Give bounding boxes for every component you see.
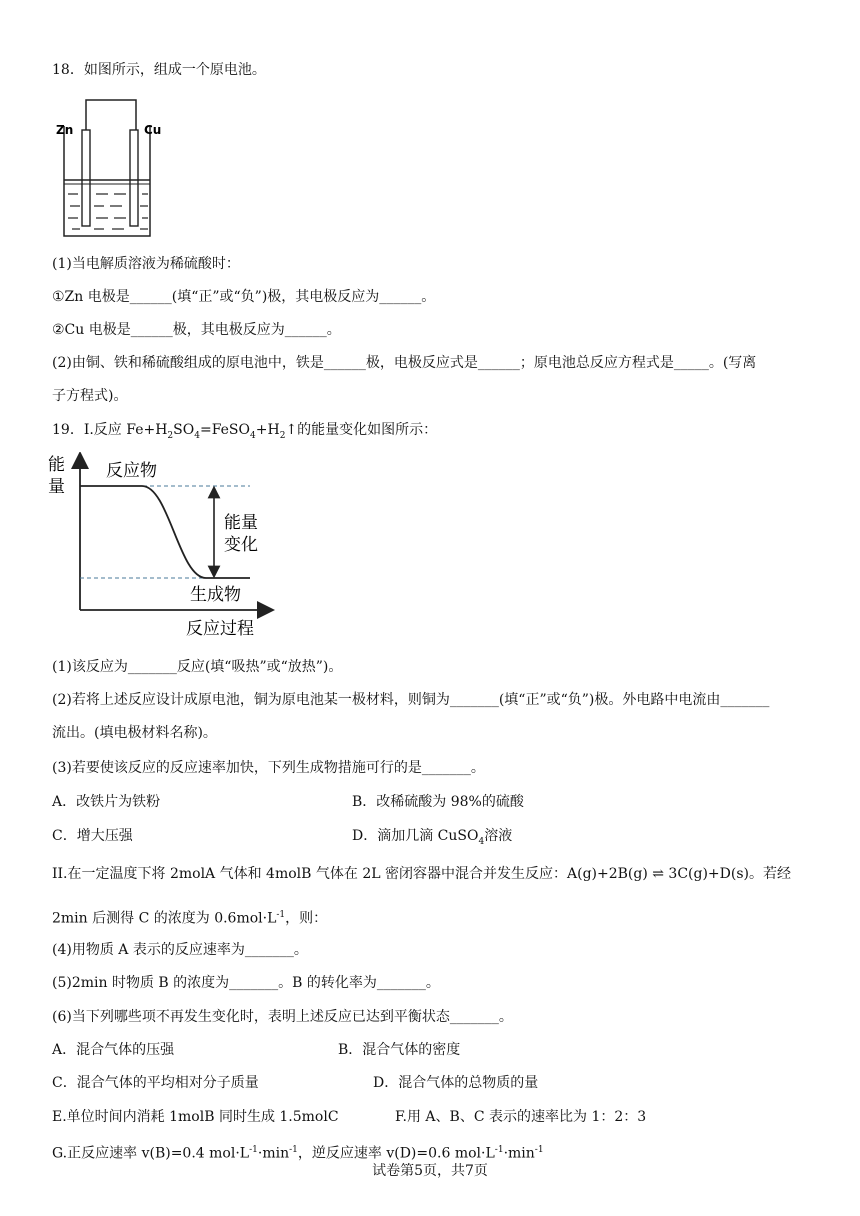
q19-part6: (6)当下列哪些项不再发生变化时，表明上述反应已达到平衡状态_______。	[52, 1009, 513, 1025]
y-axis-label-2: 量	[48, 477, 65, 497]
galvanic-cell-figure	[52, 96, 162, 241]
q18-part1: (1)当电解质溶液为稀硫酸时：	[52, 256, 240, 272]
energy-change-label-2: 变化	[224, 535, 258, 555]
q19-part5: (5)2min 时物质 B 的浓度为_______。B 的转化率为_______。	[52, 975, 440, 991]
q19-part2a: (2)若将上述反应设计成原电池，铜为原电池某一极材料，则铜为_______(填“正”或“负”)极。外电路中电流由_______	[52, 692, 770, 708]
q19-p6-option-c: C．混合气体的平均相对分子质量	[52, 1075, 259, 1091]
q19-p6-option-e: E.单位时间内消耗 1molB 同时生成 1.5molC	[52, 1109, 339, 1125]
q19-part1: (1)该反应为_______反应(填“吸热”或“放热”)。	[52, 659, 343, 675]
energy-change-label-1: 能量	[224, 513, 258, 533]
q19-part4: (4)用物质 A 表示的反应速率为_______。	[52, 942, 308, 958]
q19-p3-option-a: A．改铁片为铁粉	[52, 794, 161, 810]
q19-part2b: 流出。(填电极材料名称)。	[52, 725, 217, 741]
q18-part1b: ②Cu 电极是______极，其电极反应为______。	[52, 322, 341, 338]
q18-part2b: 子方程式)。	[52, 388, 128, 404]
q18-part2a: (2)由铜、铁和稀硫酸组成的原电池中，铁是______极，电极反应式是______；原电池总反应方程式是_____。(写离	[52, 355, 757, 371]
q19-part2-intro-b: 2min 后测得 C 的浓度为 $0.6mol\cdot L^{-1}$，则：	[52, 910, 328, 927]
reactant-label: 反应物	[106, 461, 157, 481]
q18-part1a: ①Zn 电极是______(填“正”或“负”)极，其电极反应为______。	[52, 289, 436, 305]
product-label: 生成物	[190, 585, 241, 605]
y-axis-label-1: 能	[48, 455, 65, 475]
q19-title: 19．I.反应 $Fe+H_2SO_4=FeSO_4+H_2↑$的能量变化如图所示：	[52, 422, 438, 441]
q19-p6-option-d: D．混合气体的总物质的量	[373, 1075, 539, 1091]
q19-p3-option-c: C．增大压强	[52, 828, 133, 844]
q18-title: 18．如图所示，组成一个原电池。	[52, 62, 266, 78]
q19-p3-option-b: B．改稀硫酸为 98%的硫酸	[352, 794, 524, 810]
q19-p6-option-f: F.用 A、B、C 表示的速率比为 1：2：3	[395, 1109, 647, 1125]
x-axis-label: 反应过程	[186, 619, 254, 639]
q19-part3: (3)若要使该反应的反应速率加快，下列生成物措施可行的是_______。	[52, 760, 485, 776]
energy-diagram	[44, 452, 284, 642]
page-footer: 试卷第5页，共7页	[372, 1163, 488, 1179]
q19-p6-option-a: A．混合气体的压强	[52, 1042, 175, 1058]
zn-label: Zn	[56, 123, 74, 137]
q19-part2-intro-a: II.在一定温度下将 2molA 气体和 4molB 气体在 2L 密闭容器中混合并发生反应：A(g)+2B(g) ⇌ 3C(g)+D(s)。若经	[52, 866, 791, 882]
cu-label: Cu	[144, 123, 162, 137]
q19-p6-option-b: B．混合气体的密度	[338, 1042, 461, 1058]
q19-p6-option-g: G.正反应速率 v(B)=0.4 $mol\cdot L^{-1}\cdot\min^{-1}$，逆反应速率 v(D)=0.6 $mol\cdot L^{-1}\cdot\min^{-1}$	[52, 1145, 544, 1162]
q19-p3-option-d: D．滴加几滴 CuSO$_4$溶液	[352, 828, 513, 847]
